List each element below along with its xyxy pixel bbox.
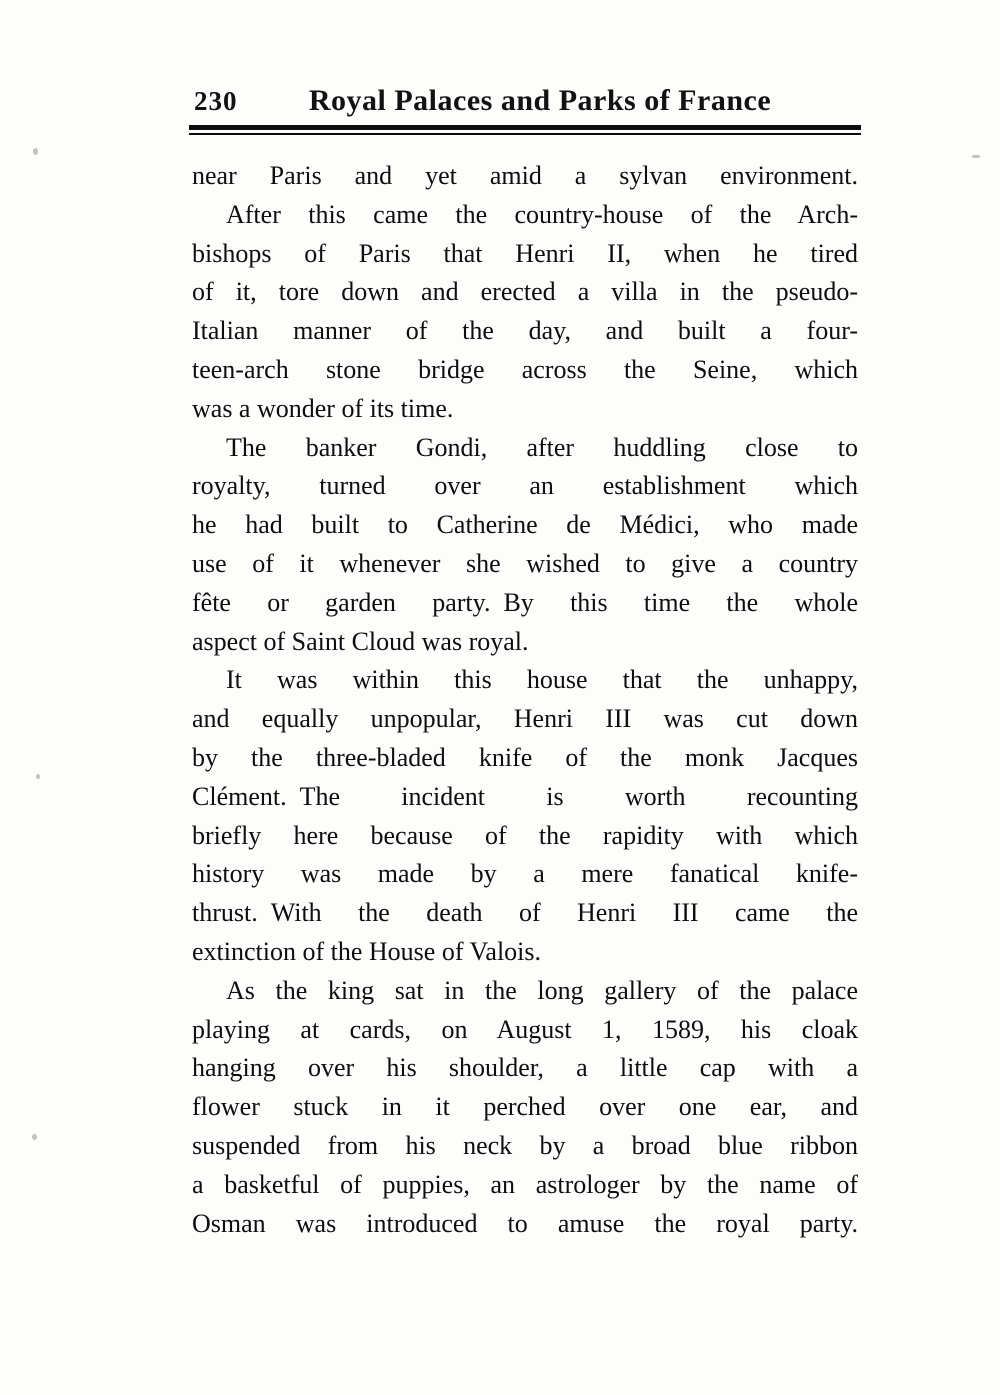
paragraph (192, 157, 858, 196)
text-line: The banker Gondi, after huddling close to (226, 432, 858, 462)
text-line: Clément. The incident is worth recounting (192, 781, 858, 811)
text-line: extinction of the House of Valois. (192, 936, 542, 966)
text-line: and equally unpopular, Henri III was cut down (192, 704, 858, 734)
text-line: Italian manner of the day, and built a four- (192, 316, 858, 346)
text-line: of it, tore down and erected a villa in the pseudo- (192, 277, 858, 307)
text-line: history was made by a mere fanatical knife- (192, 859, 858, 889)
running-title: Royal Palaces and Parks of France (308, 84, 772, 117)
text-line: near Paris and yet amid a sylvan environment. (192, 161, 858, 190)
text-line: It was within this house that the unhappy, (226, 665, 858, 695)
paragraph (192, 196, 858, 429)
header-rule-thin-line (189, 133, 861, 135)
text-line: thrust. With the death of Henri III came the (192, 898, 858, 928)
text-line: As the king sat in the long gallery of the palace (226, 975, 858, 1005)
text-line: bishops of Paris that Henri II, when he tired (192, 238, 858, 268)
text-line: suspended from his neck by a broad blue ribbon (192, 1130, 858, 1160)
header-rule (189, 125, 861, 135)
text-line: hanging over his shoulder, a little cap with a (192, 1053, 858, 1083)
text-line: flower stuck in it perched over one ear, and (192, 1092, 858, 1122)
paragraph (192, 429, 858, 662)
scan-speck (972, 155, 980, 158)
text-line: playing at cards, on August 1, 1589, his cloak (192, 1014, 858, 1044)
scan-speck (32, 1134, 37, 1140)
page-body (192, 157, 858, 1243)
scan-speck (33, 148, 38, 155)
scan-speck (36, 774, 40, 779)
text-line: a basketful of puppies, an astrologer by the name of (192, 1169, 858, 1199)
text-line: Osman was introduced to amuse the royal party. (192, 1208, 858, 1238)
text-line: After this came the country-house of the Arch- (226, 199, 858, 229)
text-line: briefly here because of the rapidity with which (192, 820, 858, 850)
text-line: by the three-bladed knife of the monk Jacques (192, 742, 858, 772)
text-line: royalty, turned over an establishment which (192, 471, 858, 501)
text-line: he had built to Catherine de Médici, who made (192, 510, 858, 540)
paragraph (192, 972, 858, 1244)
paragraph (192, 661, 858, 971)
text-line: was a wonder of its time. (192, 393, 454, 423)
text-line: use of it whenever she wished to give a country (192, 548, 858, 578)
page-content (192, 0, 858, 1243)
running-header (192, 84, 858, 118)
page-number: 230 (194, 86, 238, 116)
text-line: teen-arch stone bridge across the Seine, which (192, 354, 858, 384)
text-line: fête or garden party. By this time the whole (192, 587, 858, 617)
text-line: aspect of Saint Cloud was royal. (192, 626, 529, 656)
